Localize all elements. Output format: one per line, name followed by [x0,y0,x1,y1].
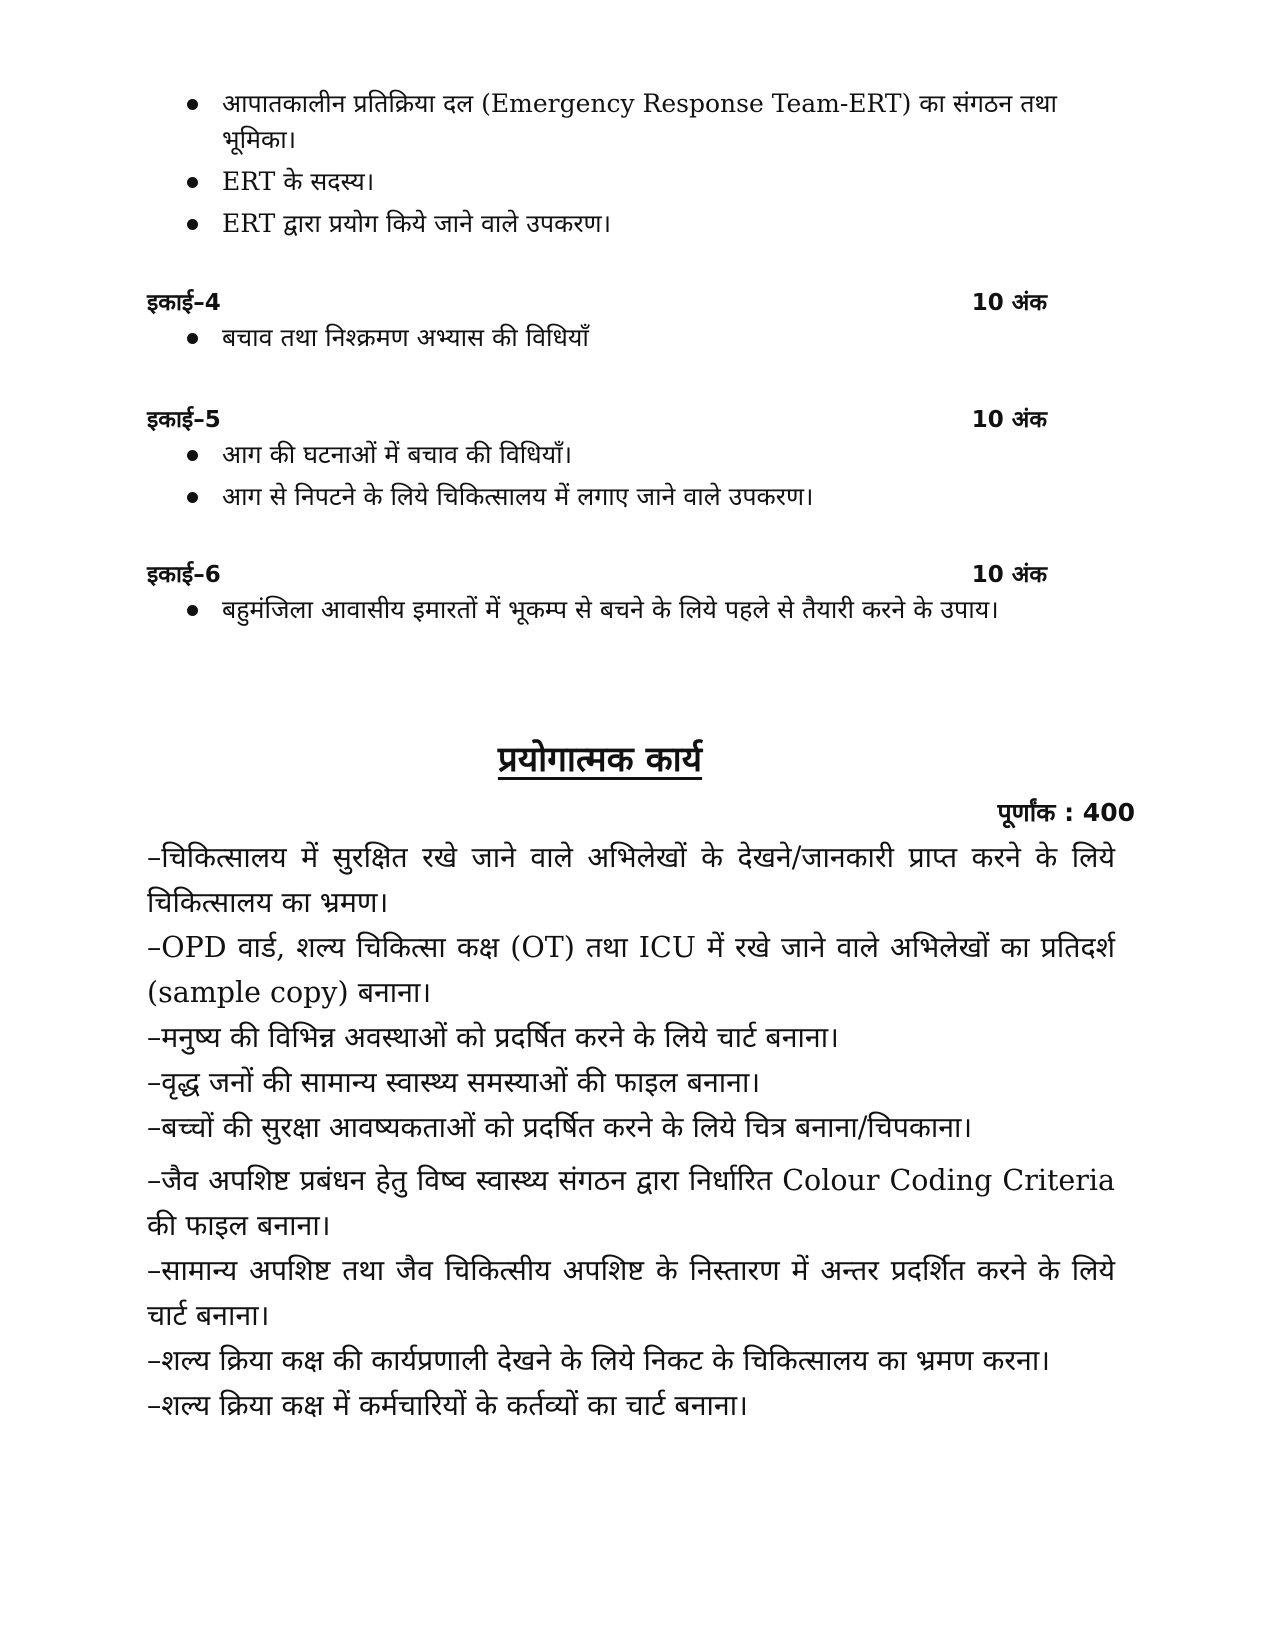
bullet-text: बहुमंजिला आवासीय इमारतों में भूकम्प से बचने के लिये पहले से तैयारी करने के उपाय। [222,595,999,624]
bullet-icon [187,605,198,616]
list-item: –शल्य क्रिया कक्ष की कार्यप्रणाली देखने के लिये निकट के चिकित्सालय का भ्रमण करना। [147,1344,1051,1377]
bullet-text: आग से निपटने के लिये चिकित्सालय में लगाए जाने वाले उपकरण। [222,482,814,511]
unit-marks: 10 अंक [971,407,1047,433]
unit-4-header [147,285,1047,319]
unit-title: इकाई–4 [147,290,221,316]
list-item: –बच्चों की सुरक्षा आवष्यकताओं को प्रदर्षित करने के लिये चित्र बनाना/चिपकाना। [147,1111,973,1144]
unit-title: इकाई–5 [147,407,221,433]
top-bullet-list [0,86,1275,248]
list-item [0,479,1275,515]
unit-6-header [147,557,1047,591]
practical-list [147,835,1115,1428]
list-item [0,320,1275,356]
list-item: –वृद्ध जनों की सामान्य स्वास्थ्य समस्याओं की फाइल बनाना। [147,1066,761,1099]
list-item: –चिकित्सालय में सुरक्षित रखे जाने वाले अभिलेखों के देखने/जानकारी प्राप्त करने के लिये चिकित्सालय का भ्रमण। [147,841,1115,919]
list-item [0,437,1275,473]
unit-marks: 10 अंक [971,290,1047,316]
bullet-text: बचाव तथा निश्क्रमण अभ्यास की विधियाँ [222,323,589,352]
bullet-icon [187,177,198,188]
bullet-icon [187,492,198,503]
unit-5-bullet-list [0,437,1275,521]
list-item: –सामान्य अपशिष्ट तथा जैव चिकित्सीय अपशिष्ट के निस्तारण में अन्तर प्रदर्शित करने के लिये चार्ट बनाना। [147,1254,1115,1332]
full-marks: पूर्णांक : 400 [997,798,1135,827]
list-item: –मनुष्य की विभिन्न अवस्थाओं को प्रदर्षित करने के लिये चार्ट बनाना। [147,1021,839,1054]
list-item [0,86,1275,158]
bullet-text: आपातकालीन प्रतिक्रिया दल (Emergency Response Team-ERT) का संगठन तथा भूमिका। [222,89,1057,154]
bullet-text: ERT द्वारा प्रयोग किये जाने वाले उपकरण। [222,209,612,238]
bullet-icon [187,219,198,230]
unit-5-header [147,402,1047,436]
list-item [0,164,1275,200]
unit-4-bullet-list [0,320,1275,362]
bullet-text: ERT के सदस्य। [222,167,375,196]
bullet-text: आग की घटनाओं में बचाव की विधियाँ। [222,440,573,469]
list-item [0,592,1275,628]
practical-heading: प्रयोगात्मक कार्य [497,739,703,780]
list-item: –OPD वार्ड, शल्य चिकित्सा कक्ष (OT) तथा ICU में रखे जाने वाले अभिलेखों का प्रतिदर्श (sample copy) बनाना। [147,931,1115,1009]
bullet-icon [187,99,198,110]
list-item: –शल्य क्रिया कक्ष में कर्मचारियों के कर्तव्यों का चार्ट बनाना। [147,1389,748,1422]
unit-marks: 10 अंक [971,562,1047,588]
bullet-icon [187,333,198,344]
list-item [0,206,1275,242]
unit-title: इकाई–6 [147,562,221,588]
list-item: –जैव अपशिष्ट प्रबंधन हेतु विष्व स्वास्थ्य संगठन द्वारा निर्धारित Colour Coding Criteria की फाइल बनाना। [147,1164,1115,1242]
bullet-icon [187,450,198,461]
unit-6-bullet-list [0,592,1275,634]
